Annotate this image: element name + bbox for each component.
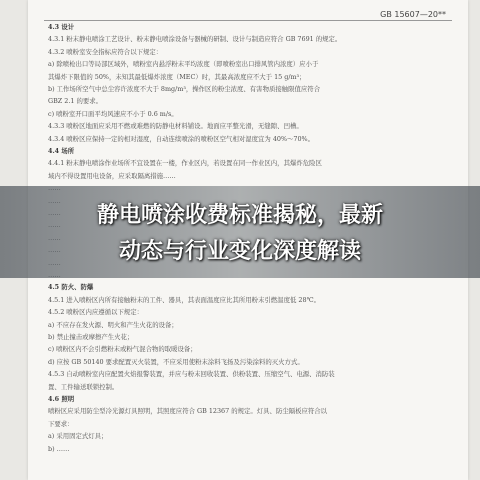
text-line: 4.4.1 粉末静电喷涂作业场所不宜设置在一楼，作业区内，若设置在同一作业区内，其爆炸危险区 <box>48 159 322 168</box>
text-line: 4.3.4 喷粉区应保持一定的相对湿度，自动连续喷涂的喷粉区空气相对湿度宜为 40%～70%。 <box>48 134 315 143</box>
text-line: b) 禁止撞击或摩擦产生火花； <box>48 333 134 341</box>
text-line: 4.5.3 自动喷粉室内应配置火焰报警装置，并应与粉末回收装置、供粉装置、压缩空气、电源、消防装 <box>48 370 335 379</box>
text-line: 4.5.1 进入喷粉区内所有接触粉末的工件、器具，其表面温度应比其所用粉末引燃温度低 28℃。 <box>48 295 321 304</box>
text-line: 4.3.3 喷粉区地面应采用不燃或难燃的防静电材料铺设。地面应平整光滑，无缝隙、凹槽。 <box>48 122 303 131</box>
text-line: 下要求： <box>48 419 74 428</box>
text-line: 喷粉区应采用防尘型冷光源灯具照明，其照度应符合 GB 12367 的规定。灯具、防尘隔板应符合以 <box>48 407 328 416</box>
text-line: b) …… <box>48 444 70 453</box>
text-line: 4.3.2 喷粉室安全指标应符合以下规定： <box>48 47 163 56</box>
banner-title-line-1: 静电喷涂收费标准揭秘，最新 <box>96 203 383 228</box>
text-line: 4.5.2 喷粉区内应遵循以下规定： <box>48 308 143 317</box>
banner-title-line-2: 动态与行业变化深度解读 <box>118 239 361 264</box>
text-line: d) 应按 GB 50140 要求配置灭火装置，不应采用使粉末涂料飞扬及污染涂料的灭火方式。 <box>48 357 304 366</box>
text-line: c) 喷粉室开口面平均风速应不小于 0.6 m/s。 <box>48 109 178 118</box>
text-line: 4.3.1 粉末静电喷涂工艺设计、粉末静电喷涂设备与器械的研制、设计与制造应符合 GB 7691 的规定。 <box>48 35 342 44</box>
text-line: 其爆炸下限值的 50%，未知其最低爆炸浓度（MEC）时，其最高浓度应不大于 15 g/m³； <box>48 72 306 81</box>
text-line: a) 不应存在发火源、明火和产生火花的设备； <box>48 320 178 329</box>
text-line: a) 除喷枪出口等局部区域外，喷粉室内悬浮粉末平均浓度（即喷粉室出口排风管内浓度）应小于 <box>48 60 319 69</box>
text-line: b) 工作场所空气中总尘容许浓度不大于 8mg/m³，操作区的粉尘浓度、有害物质接触限值应符合 <box>48 85 321 93</box>
section-heading: 4.5 防火、防爆 <box>48 283 94 292</box>
text-line: 域内不得设置用电设备，应采取隔离措施…… <box>48 171 176 180</box>
text-line: a) 采用固定式灯具； <box>48 432 108 441</box>
section-heading: 4.6 照明 <box>48 395 75 403</box>
text-line: 置、工件输送联锁控制。 <box>48 382 119 391</box>
section-heading: 4.4 场所 <box>48 147 75 155</box>
standard-number: GB 15607—20** <box>380 10 446 19</box>
section-heading: 4.3 设计 <box>48 23 75 31</box>
text-line: c) 喷粉区内不会引燃粉末或粉气混合物的取暖设备； <box>48 345 197 354</box>
title-banner <box>0 186 480 278</box>
header-rule <box>44 20 452 21</box>
text-line: GBZ 2.1 的要求。 <box>48 97 103 106</box>
